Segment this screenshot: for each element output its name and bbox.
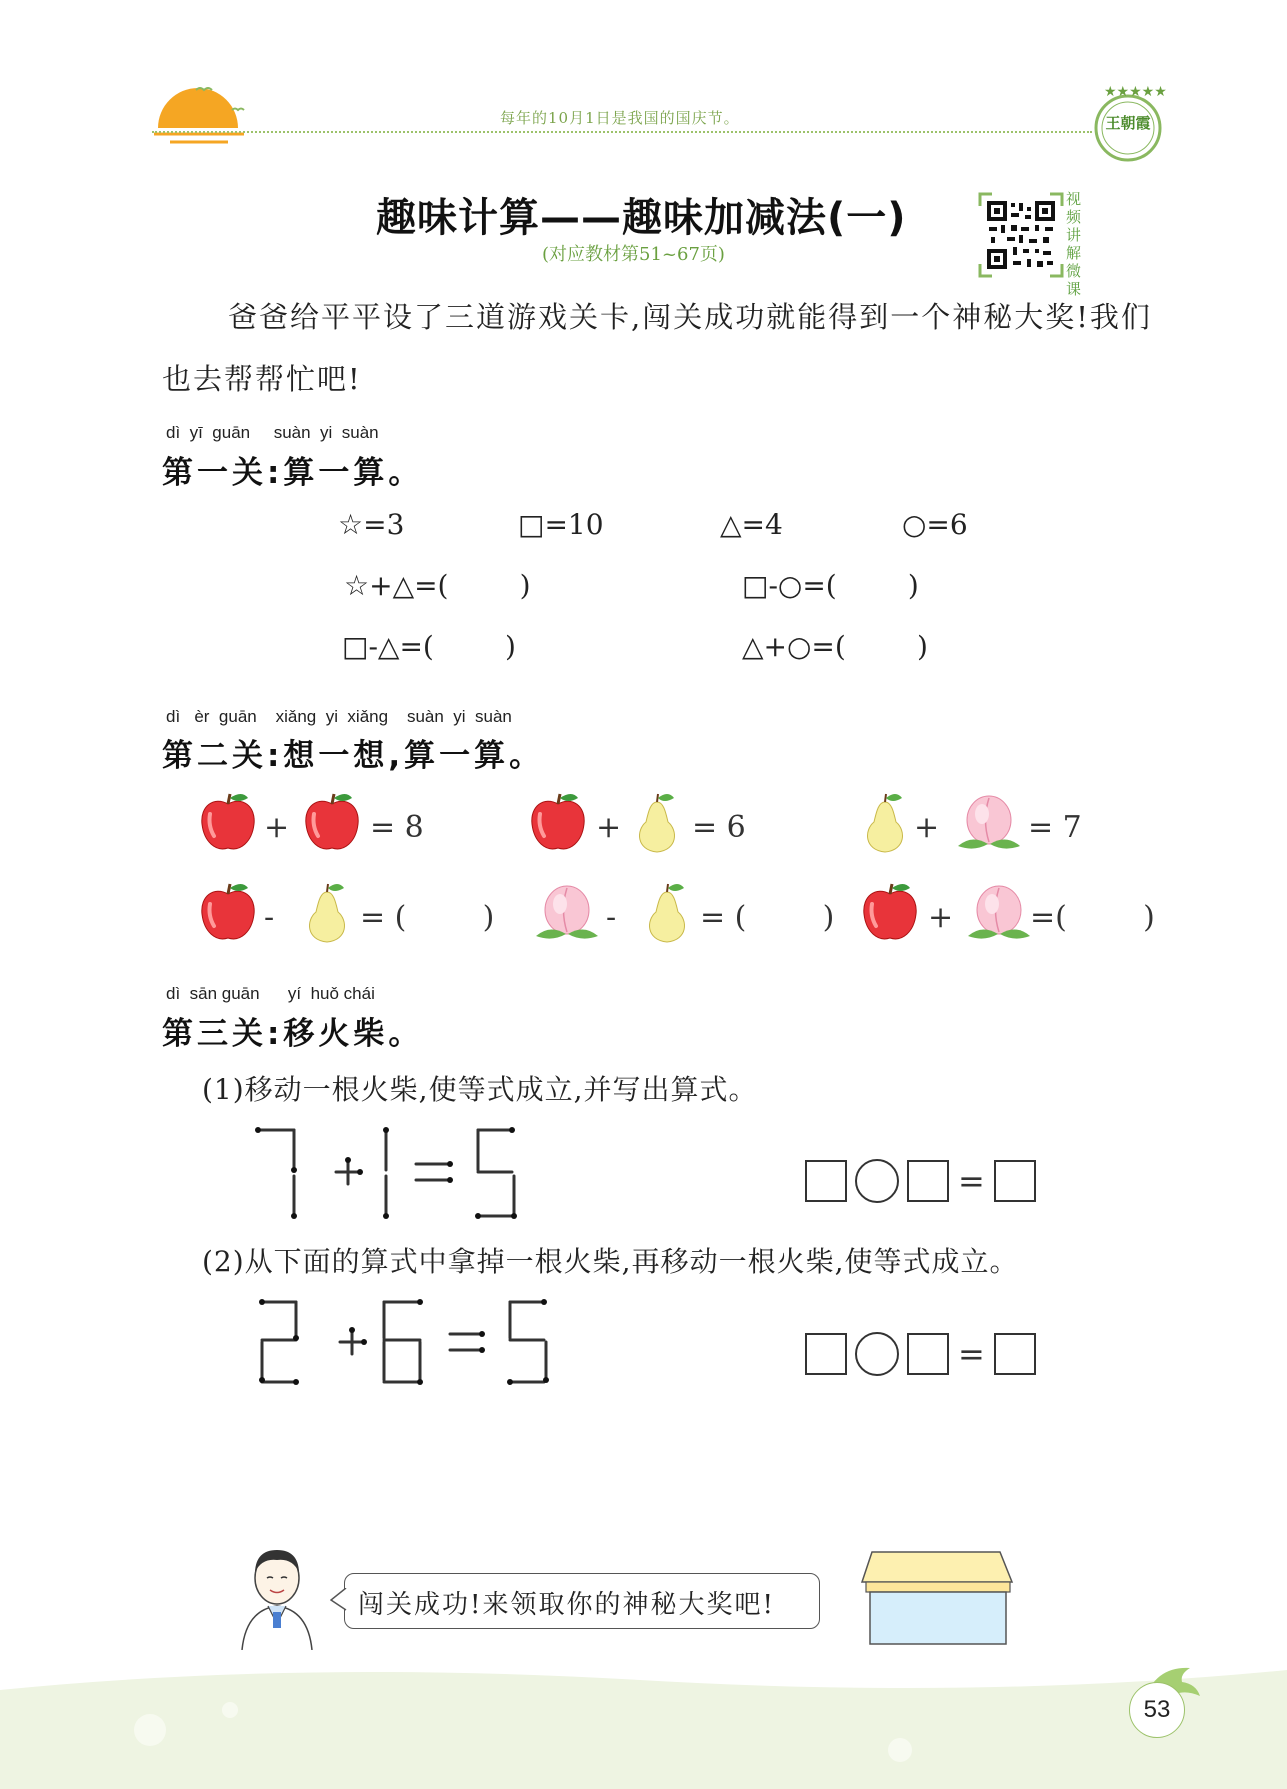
page-number: 53 <box>1129 1682 1185 1738</box>
stage3-title: 第三关:移火柴。 <box>162 1016 424 1052</box>
stage1-title: 第一关:算一算。 <box>162 455 424 491</box>
prize-box-icon[interactable] <box>860 1548 1020 1648</box>
teacher-illustration-icon <box>222 1540 332 1650</box>
page-subtitle: (对应教材第51~67页) <box>542 244 725 265</box>
op-minus: - <box>606 900 617 935</box>
op-minus: - <box>264 900 275 935</box>
qr-caption: 视频讲解微课 <box>1066 190 1082 298</box>
apple-icon <box>526 790 590 854</box>
answer-box-2a[interactable] <box>805 1333 847 1375</box>
given-star: ☆=3 <box>338 508 405 541</box>
apple-icon <box>196 880 260 944</box>
answer-operator-circle-2[interactable] <box>855 1332 899 1376</box>
svg-text:★★★★★: ★★★★★ <box>1104 84 1167 100</box>
answer-box-2c[interactable] <box>994 1333 1036 1375</box>
stage3-question-1: (1)移动一根火柴,使等式成立,并写出算式。 <box>202 1073 758 1106</box>
result-apple-pear: = 6 <box>692 810 746 845</box>
apple-icon <box>196 790 260 854</box>
apple-icon <box>300 790 364 854</box>
equals-sign: = <box>958 1335 985 1373</box>
op-plus: + <box>264 810 290 845</box>
intro-paragraph: 爸爸给平平设了三道游戏关卡,闯关成功就能得到一个神秘大奖!我们也去帮帮忙吧! <box>162 300 1152 396</box>
peach-icon <box>962 880 1036 944</box>
stage2-title: 第二关:想一想,算一算。 <box>162 738 545 774</box>
problem-square-minus-triangle[interactable]: □-△=( ) <box>342 630 516 663</box>
given-triangle: △=4 <box>720 508 783 541</box>
footer-background <box>0 1650 1287 1789</box>
answer-operator-circle-1[interactable] <box>855 1159 899 1203</box>
result-pear-peach: = 7 <box>1028 810 1082 845</box>
apple-icon <box>858 880 922 944</box>
stage3-question-2: (2)从下面的算式中拿掉一根火柴,再移动一根火柴,使等式成立。 <box>202 1245 1019 1278</box>
matchstick-puzzle-1 <box>250 1124 530 1224</box>
stage2-pinyin: dì èr guān xiǎng yi xiǎng suàn yi suàn <box>166 707 512 726</box>
pear-icon <box>858 792 912 856</box>
pear-icon <box>630 792 684 856</box>
header-divider <box>152 131 1092 133</box>
given-square: □=10 <box>518 508 604 541</box>
peach-icon <box>530 880 604 944</box>
given-circle: ○=6 <box>902 508 968 541</box>
page-title: 趣味计算——趣味加减法(一) <box>376 195 907 241</box>
answer-box-1a[interactable] <box>805 1160 847 1202</box>
op-plus: + <box>914 810 940 845</box>
answer-box-1b[interactable] <box>907 1160 949 1202</box>
sun-icon <box>150 76 250 156</box>
problem-star-plus-triangle[interactable]: ☆+△=( ) <box>344 569 531 602</box>
qr-frame-icon <box>978 192 1064 278</box>
op-plus: + <box>596 810 622 845</box>
answer-apple-minus-pear[interactable]: = ( ) <box>360 900 495 935</box>
problem-triangle-plus-circle[interactable]: △+○=( ) <box>742 630 928 663</box>
equals-sign: = <box>958 1162 985 1200</box>
peach-icon <box>952 790 1026 854</box>
answer-box-2b[interactable] <box>907 1333 949 1375</box>
answer-apple-plus-peach[interactable]: =( ) <box>1030 900 1155 935</box>
speech-bubble-tail <box>330 1588 348 1612</box>
op-plus: + <box>928 900 954 935</box>
pear-icon <box>640 882 694 946</box>
speech-bubble-text: 闯关成功!来领取你的神秘大奖吧! <box>358 1590 775 1620</box>
header-note: 每年的10月1日是我国的国庆节。 <box>500 109 740 127</box>
pear-icon <box>300 882 354 946</box>
problem-square-minus-circle[interactable]: □-○=( ) <box>742 569 919 602</box>
answer-box-1c[interactable] <box>994 1160 1036 1202</box>
result-apple-apple: = 8 <box>370 810 424 845</box>
answer-peach-minus-pear[interactable]: = ( ) <box>700 900 835 935</box>
brand-name: 王朝霞 <box>1105 114 1151 132</box>
stage3-pinyin: dì sān guān yí huǒ chái <box>166 984 375 1003</box>
matchstick-puzzle-2 <box>254 1298 554 1388</box>
stage1-pinyin: dì yī guān suàn yi suàn <box>166 423 379 442</box>
